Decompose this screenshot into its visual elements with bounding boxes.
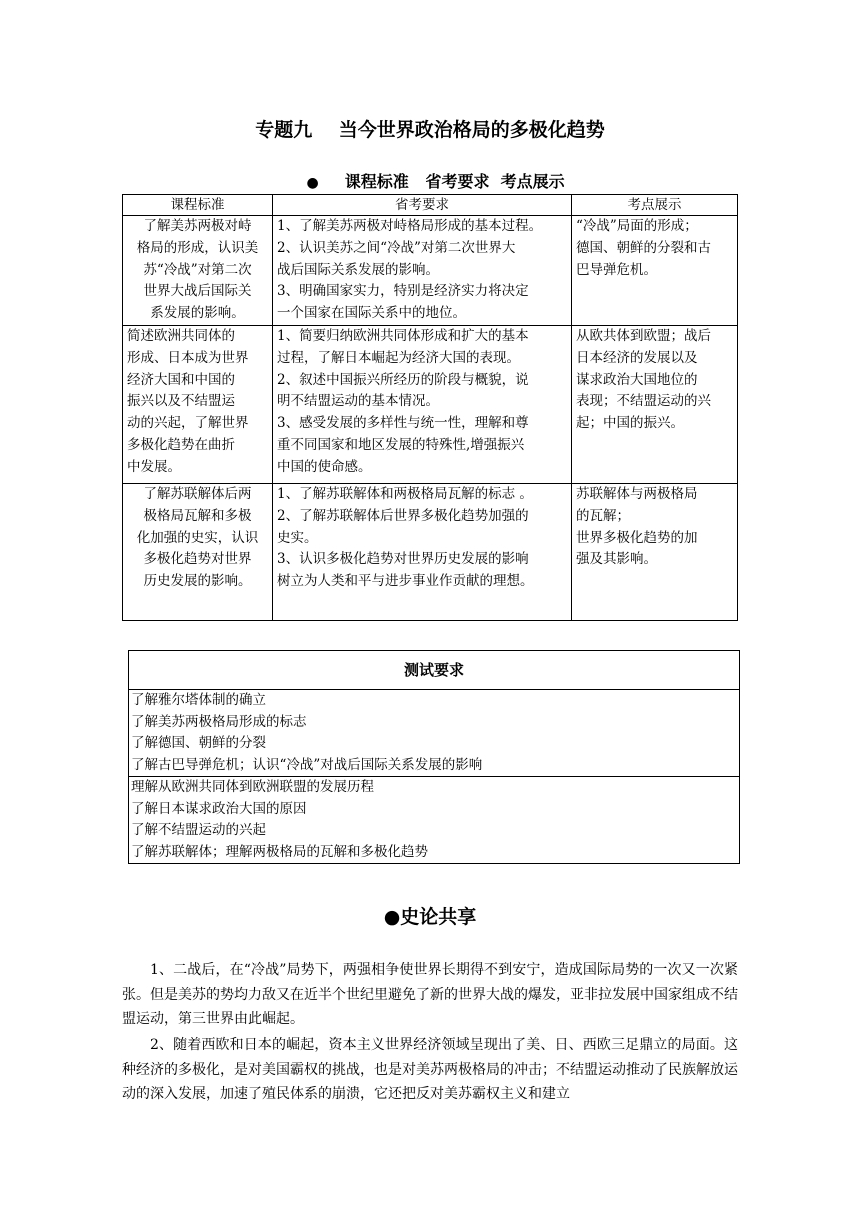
text-line: 2、叙述中国振兴所经历的阶段与概貌，说 bbox=[277, 371, 529, 388]
text-line: 一个国家在国际关系中的地位。 bbox=[277, 305, 466, 322]
standards-table bbox=[122, 194, 738, 621]
text-line: 世界多极化趋势的加 bbox=[576, 529, 698, 546]
text-line: 2、了解苏联解体后世界多极化趋势加强的 bbox=[277, 507, 529, 524]
text-line: “冷战”局面的形成； bbox=[576, 218, 698, 234]
list-item: 了解德国、朝鲜的分裂 bbox=[131, 735, 266, 751]
test-group-2 bbox=[129, 777, 740, 864]
paragraph-2: 2、随着西欧和日本的崛起，资本主义世界经济领域呈现出了美、日、西欧三足鼎立的局面。这种经济的多极化，是对美国霸权的挑战，也是对美苏两极格局的冲击；不结盟运动推动了民族解放运动的深入发展，加速了殖民体系的崩溃，它还把反对美苏霸权主义和建立 bbox=[122, 1037, 738, 1102]
list-item: 了解日本谋求政治大国的原因 bbox=[131, 800, 307, 817]
text-line: 明不结盟运动的基本情况。 bbox=[277, 393, 439, 410]
text-line: 巴导弹危机。 bbox=[576, 261, 657, 278]
text-line: 日本经济的发展以及 bbox=[576, 349, 698, 366]
table-header-row bbox=[123, 195, 738, 216]
page-title: 专题九 当今世界政治格局的多极化趋势 bbox=[255, 119, 605, 141]
list-item: 了解雅尔塔体制的确立 bbox=[131, 692, 266, 708]
text-line: 表现；不结盟运动的兴 bbox=[576, 393, 711, 410]
cell-requirements bbox=[273, 216, 572, 326]
list-item: 理解从欧洲共同体到欧洲联盟的发展历程 bbox=[131, 779, 374, 795]
paragraph-1: 1、二战后，在“冷战”局势下，两强相争使世界长期得不到安宁，造成国际局势的一次又一次紧张。但是美苏的势均力敌又在近半个世纪里避免了新的世界大战的爆发，亚非拉发展中国家组成不结盟运动，第三世界由此崛起。 bbox=[122, 962, 738, 1027]
text-line: 动的兴起，了解世界 bbox=[127, 415, 249, 432]
text-line: 过程，了解日本崛起为经济大国的表现。 bbox=[277, 349, 520, 366]
subtitle bbox=[0, 150, 860, 192]
text-line: 强及其影响。 bbox=[576, 551, 657, 568]
text-line: 2、认识美苏之间“冷战”对第二次世界大 bbox=[277, 239, 516, 256]
text-line: 形成、日本成为世界 bbox=[127, 349, 249, 366]
text-line: 史实。 bbox=[277, 529, 318, 546]
text-line: 从欧共体到欧盟；战后 bbox=[576, 327, 711, 344]
cell-requirements bbox=[273, 483, 572, 620]
cell-standard bbox=[123, 216, 273, 326]
text-line: 多极化趋势对世界 bbox=[143, 551, 252, 568]
section-heading: ●史论共享 bbox=[383, 906, 477, 928]
cell-standard bbox=[123, 483, 273, 620]
text-line: 谋求政治大国地位的 bbox=[576, 371, 698, 388]
text-line: 3、认识多极化趋势对世界历史发展的影响 bbox=[277, 551, 529, 568]
list-item: 了解苏联解体；理解两极格局的瓦解和多极化趋势 bbox=[131, 843, 428, 860]
text-line: 苏联解体与两极格局 bbox=[576, 485, 698, 502]
text-line: 了解苏联解体后两 bbox=[143, 485, 252, 502]
test-group-row bbox=[129, 690, 740, 777]
test-group-row bbox=[129, 777, 740, 864]
header-points: 考点展示 bbox=[572, 195, 738, 216]
subtitle-text: 课程标准 省考要求 考点展示 bbox=[344, 172, 565, 191]
test-requirements-table bbox=[128, 650, 740, 864]
text-line: 振兴以及不结盟运 bbox=[127, 393, 235, 410]
text-line: 1、简要归纳欧洲共同体形成和扩大的基本 bbox=[277, 327, 529, 344]
text-line: 化加强的史实，认识 bbox=[136, 529, 259, 546]
text-line: 中发展。 bbox=[127, 458, 181, 475]
cell-standard bbox=[123, 325, 273, 483]
text-line: 中国的使命感。 bbox=[277, 458, 372, 475]
table-row bbox=[123, 483, 738, 620]
header-requirements: 省考要求 bbox=[273, 195, 572, 216]
text-line: 起；中国的振兴。 bbox=[576, 415, 684, 432]
text-line: 历史发展的影响。 bbox=[143, 573, 252, 590]
list-item: 了解美苏两极格局形成的标志 bbox=[131, 713, 307, 730]
text-line: 战后国际关系发展的影响。 bbox=[277, 261, 439, 278]
test-header-row bbox=[129, 651, 740, 690]
text-line: 德国、朝鲜的分裂和古 bbox=[576, 239, 711, 256]
table-row bbox=[123, 216, 738, 326]
text-line: 1、了解苏联解体和两极格局瓦解的标志 。 bbox=[277, 485, 533, 502]
test-group-1 bbox=[129, 690, 740, 777]
bullet-icon: ● bbox=[306, 175, 319, 191]
list-item: 了解不结盟运动的兴起 bbox=[131, 822, 266, 838]
text-line: 系发展的影响。 bbox=[150, 305, 245, 322]
test-header: 测试要求 bbox=[129, 651, 740, 690]
text-line: 苏“冷战”对第二次 bbox=[143, 261, 252, 278]
list-item: 了解古巴导弹危机；认识“冷战”对战后国际关系发展的影响 bbox=[131, 756, 483, 773]
text-line: 3、明确国家实力，特别是经济实力将决定 bbox=[277, 283, 529, 300]
text-line: 树立为人类和平与进步事业作贡献的理想。 bbox=[277, 573, 534, 590]
cell-points bbox=[572, 483, 738, 620]
text-line: 的瓦解； bbox=[576, 507, 630, 524]
cell-requirements bbox=[273, 325, 572, 483]
header-standard: 课程标准 bbox=[123, 195, 273, 216]
text-line: 极格局瓦解和多极 bbox=[143, 507, 252, 524]
table-row bbox=[123, 325, 738, 483]
text-line: 格局的形成，认识美 bbox=[136, 239, 259, 256]
text-line: 世界大战后国际关 bbox=[143, 283, 252, 300]
text-line: 1、了解美苏两极对峙格局形成的基本过程。 bbox=[277, 218, 543, 234]
text-line: 3、感受发展的多样性与统一性，理解和尊 bbox=[277, 415, 529, 432]
text-line: 重不同国家和地区发展的特殊性,增强振兴 bbox=[277, 436, 525, 453]
cell-points bbox=[572, 216, 738, 326]
text-line: 简述欧洲共同体的 bbox=[127, 327, 235, 344]
text-line: 经济大国和中国的 bbox=[127, 371, 235, 388]
cell-points bbox=[572, 325, 738, 483]
text-line: 了解美苏两极对峙 bbox=[143, 218, 252, 234]
text-line: 多极化趋势在曲折 bbox=[127, 436, 235, 453]
